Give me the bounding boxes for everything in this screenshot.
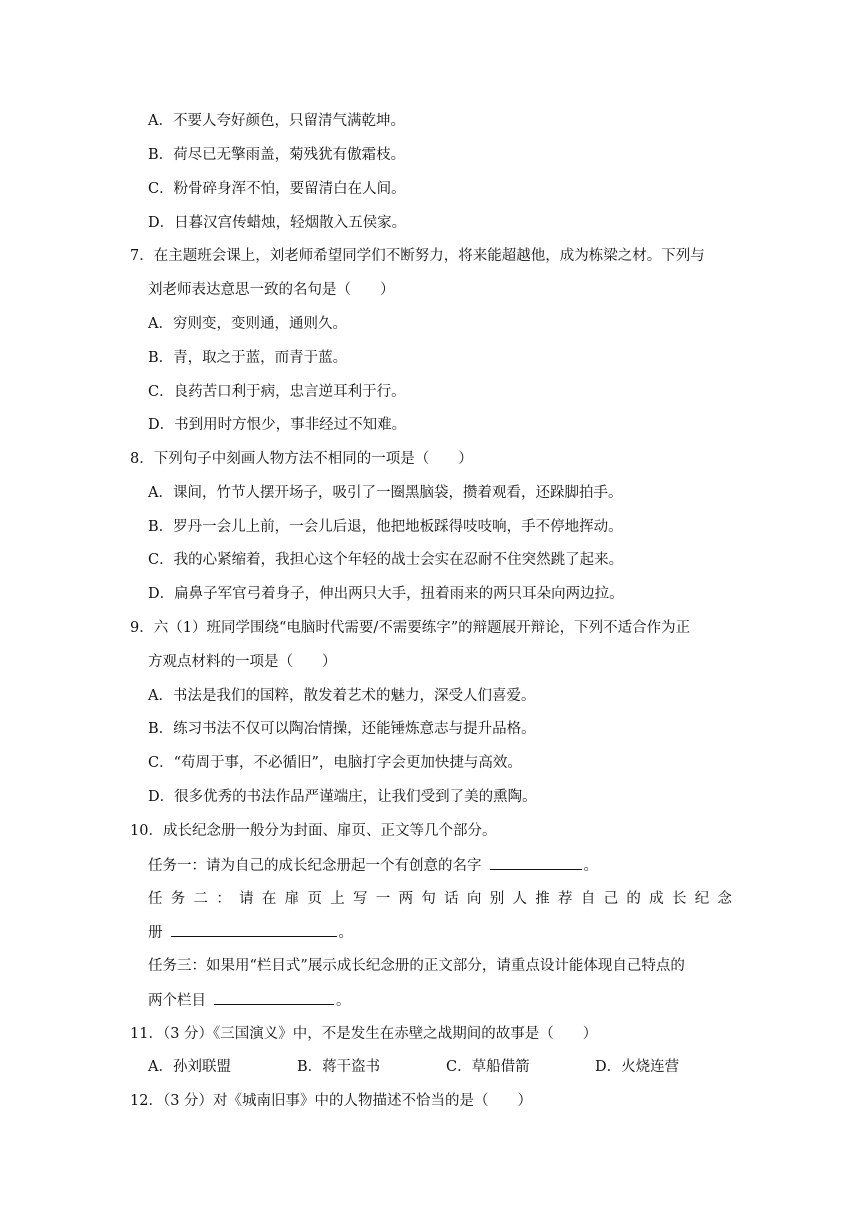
q10-task3: 任务三：如果用“栏目式”展示成长纪念册的正文部分，请重点设计能体现自己特点的 (148, 958, 685, 974)
q10-task1-blank[interactable] (490, 855, 582, 870)
q10-task1-end: 。 (583, 858, 598, 874)
q11-stem: 11．（3 分）《三国演义》中，不是发生在赤壁之战期间的故事是（ ） (130, 1026, 598, 1042)
q12-stem: 12．（3 分）对《城南旧事》中的人物描述不恰当的是（ ） (130, 1093, 533, 1109)
q8-option-d: D．扁鼻子军官弓着身子，伸出两只大手，扭着雨来的两只耳朵向两边拉。 (148, 586, 624, 602)
q11-option-b: B．蒋干盗书 (297, 1059, 381, 1075)
q9-option-d: D．很多优秀的书法作品严谨端庄，让我们受到了美的熏陶。 (148, 789, 537, 805)
q9-stem-line1: 9．六（1）班同学围绕“电脑时代需要/不需要练字”的辩题展开辩论，下列不适合作为正 (130, 620, 691, 636)
q9-stem-line2: 方观点材料的一项是（ ） (148, 654, 337, 670)
q11-option-a: A．孙刘联盟 (148, 1059, 231, 1075)
q6-option-b: B．荷尽已无擎雨盖，菊残犹有傲霜枝。 (148, 147, 406, 163)
q10-task3-cont (148, 990, 351, 1011)
q7-option-c: C．良药苦口利于病，忠言逆耳利于行。 (148, 384, 406, 400)
q8-option-c: C．我的心紧缩着，我担心这个年轻的战士会实在忍耐不住突然跳了起来。 (148, 552, 624, 568)
q11-option-c: C．草船借箭 (446, 1059, 530, 1075)
q8-option-a: A．课间，竹节人摆开场子，吸引了一圈黑脑袋，攒着观看，还跺脚拍手。 (148, 485, 623, 501)
q7-option-a: A．穷则变，变则通，通则久。 (148, 316, 347, 332)
q7-option-d: D．书到用时方恨少，事非经过不知难。 (148, 417, 407, 433)
q10-task2-cont-text: 册 (148, 925, 163, 941)
q9-option-a: A．书法是我们的国粹，散发着艺术的魅力，深受人们喜爱。 (148, 688, 536, 704)
q10-task3-cont-text: 两个栏目 (148, 993, 206, 1009)
q10-task2-end: 。 (338, 925, 353, 941)
q9-option-b: B．练习书法不仅可以陶冶情操，还能锤炼意志与提升品格。 (148, 721, 536, 737)
q10-task2-blank[interactable] (171, 922, 337, 937)
q10-task1-text: 任务一：请为自己的成长纪念册起一个有创意的名字 (148, 858, 482, 874)
q7-option-b: B．青，取之于蓝，而青于蓝。 (148, 350, 348, 366)
q10-task2: 任务二：请在扉页上写一两句话向别人推荐自己的成长纪念 (148, 891, 732, 907)
q6-option-a: A．不要人夸好颜色，只留清气满乾坤。 (148, 113, 405, 129)
q8-option-b: B．罗丹一会儿上前，一会儿后退，他把地板踩得吱吱响，手不停地挥动。 (148, 519, 623, 535)
q10-stem: 10．成长纪念册一般分为封面、扉页、正文等几个部分。 (130, 823, 497, 839)
q8-stem: 8．下列句子中刻画人物方法不相同的一项是（ ） (130, 451, 473, 467)
q10-task2-cont (148, 922, 353, 943)
q10-task3-blank[interactable] (214, 990, 334, 1005)
q9-option-c: C．“苟周于事，不必循旧”，电脑打字会更加快捷与高效。 (148, 755, 522, 771)
q6-option-d: D．日暮汉宫传蜡烛，轻烟散入五侯家。 (148, 215, 407, 231)
q10-task1 (148, 855, 598, 876)
q11-option-d: D．火烧连营 (595, 1059, 680, 1075)
q6-option-c: C．粉骨碎身浑不怕，要留清白在人间。 (148, 181, 406, 197)
q7-stem-line2: 刘老师表达意思一致的名句是（ ） (148, 282, 395, 298)
q7-stem-line1: 7．在主题班会课上，刘老师希望同学们不断努力，将来能超越他，成为栋梁之材。下列与 (130, 248, 705, 264)
q10-task3-end: 。 (336, 993, 351, 1009)
